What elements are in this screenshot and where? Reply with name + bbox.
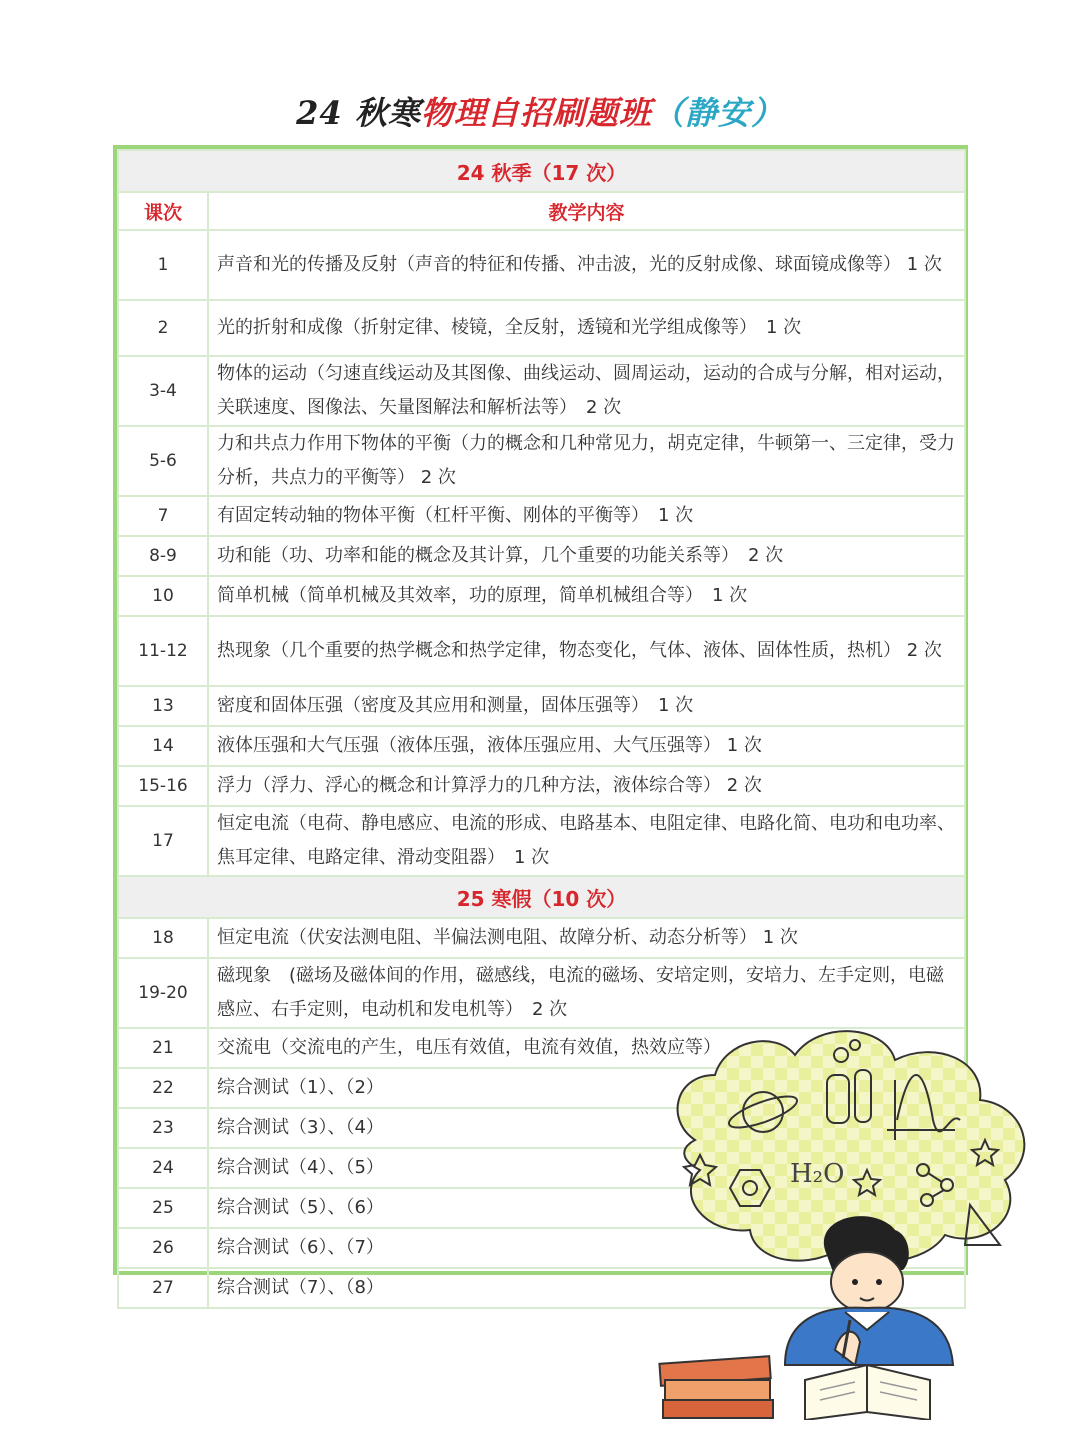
table-row [118,616,965,686]
lesson-content: 恒定电流（伏安法测电阻、半偏法测电阻、故障分析、动态分析等） 1 次 [208,918,965,958]
lesson-number: 17 [118,806,208,876]
table-row [118,300,965,356]
lesson-number: 24 [118,1148,208,1188]
lesson-content: 光的折射和成像（折射定律、棱镜，全反射，透镜和光学组成像等） 1 次 [208,300,965,356]
lesson-content: 综合测试（4）、（5） [208,1148,965,1188]
book-icon [805,1365,930,1420]
table-row [118,918,965,958]
lesson-content: 浮力（浮力、浮心的概念和计算浮力的几种方法，液体综合等） 2 次 [208,766,965,806]
column-header-lesson: 课次 [118,192,208,230]
lesson-number: 21 [118,1028,208,1068]
lesson-content: 声音和光的传播及反射（声音的特征和传播、冲击波，光的反射成像、球面镜成像等） 1 次 [208,230,965,300]
lesson-content: 综合测试（1）、（2） [208,1068,965,1108]
student-illustration [655,1020,1065,1420]
section-heading-row [118,150,965,192]
lesson-content: 综合测试（3）、（4） [208,1108,965,1148]
table-row [118,958,965,1028]
title-part-course: 物理自招刷题班 [420,94,652,132]
table-row [118,230,965,300]
section-heading: 24 秋季（17 次） [118,150,965,192]
table-row [118,576,965,616]
table-row [118,686,965,726]
h2o-formula: H₂O [790,1159,845,1189]
lesson-content: 简单机械（简单机械及其效率，功的原理，简单机械组合等） 1 次 [208,576,965,616]
lesson-number: 25 [118,1188,208,1228]
section-heading: 25 寒假（10 次） [118,876,965,918]
lesson-content: 热现象（几个重要的热学概念和热学定律，物态变化，气体、液体、固体性质，热机） 2 次 [208,616,965,686]
title-part-term: 24 秋寒 [296,94,421,132]
lesson-number: 22 [118,1068,208,1108]
section-heading-row [118,876,965,918]
lesson-content: 综合测试（6）、（7） [208,1228,965,1268]
table-row [118,496,965,536]
lesson-number: 19-20 [118,958,208,1028]
lesson-content: 恒定电流（电荷、静电感应、电流的形成、电路基本、电阻定律、电路化简、电功和电功率、焦耳定律、电路定律、滑动变阻器） 1 次 [208,806,965,876]
lesson-number: 1 [118,230,208,300]
lesson-content: 密度和固体压强（密度及其应用和测量，固体压强等） 1 次 [208,686,965,726]
lesson-number: 15-16 [118,766,208,806]
table-row [118,536,965,576]
lesson-content: 磁现象 (磁场及磁体间的作用，磁感线，电流的磁场、安培定则，安培力、左手定则，电磁感应、右手定则，电动机和发电机等） 2 次 [208,958,965,1028]
page-title [0,88,1080,134]
lesson-number: 26 [118,1228,208,1268]
lesson-content: 液体压强和大气压强（液体压强，液体压强应用、大气压强等） 1 次 [208,726,965,766]
lesson-content: 有固定转动轴的物体平衡（杠杆平衡、刚体的平衡等） 1 次 [208,496,965,536]
lesson-number: 7 [118,496,208,536]
lesson-content: 综合测试（5）、（6） [208,1188,965,1228]
table-row [118,806,965,876]
lesson-content: 交流电（交流电的产生，电压有效值，电流有效值，热效应等） [208,1028,965,1068]
lesson-number: 10 [118,576,208,616]
table-row [118,766,965,806]
lesson-content: 力和共点力作用下物体的平衡（力的概念和几种常见力，胡克定律，牛顿第一、三定律，受力分析，共点力的平衡等） 2 次 [208,426,965,496]
lesson-content: 功和能（功、功率和能的概念及其计算，几个重要的功能关系等） 2 次 [208,536,965,576]
lesson-number: 3-4 [118,356,208,426]
lesson-number: 2 [118,300,208,356]
lesson-number: 18 [118,918,208,958]
lesson-number: 13 [118,686,208,726]
title-part-location: （静安） [651,94,784,132]
lesson-number: 8-9 [118,536,208,576]
lesson-number: 14 [118,726,208,766]
lesson-number: 27 [118,1268,208,1308]
column-header-content: 教学内容 [208,192,965,230]
table-row [118,356,965,426]
lesson-content: 物体的运动（匀速直线运动及其图像、曲线运动、圆周运动，运动的合成与分解，相对运动，关联速度、图像法、矢量图解法和解析法等） 2 次 [208,356,965,426]
table-row [118,726,965,766]
table-row [118,426,965,496]
lesson-content: 综合测试（7）、（8） [208,1268,965,1308]
lesson-number: 5-6 [118,426,208,496]
stacked-books-icon [659,1356,773,1418]
table-header-row [118,192,965,230]
lesson-number: 23 [118,1108,208,1148]
lesson-number: 11-12 [118,616,208,686]
